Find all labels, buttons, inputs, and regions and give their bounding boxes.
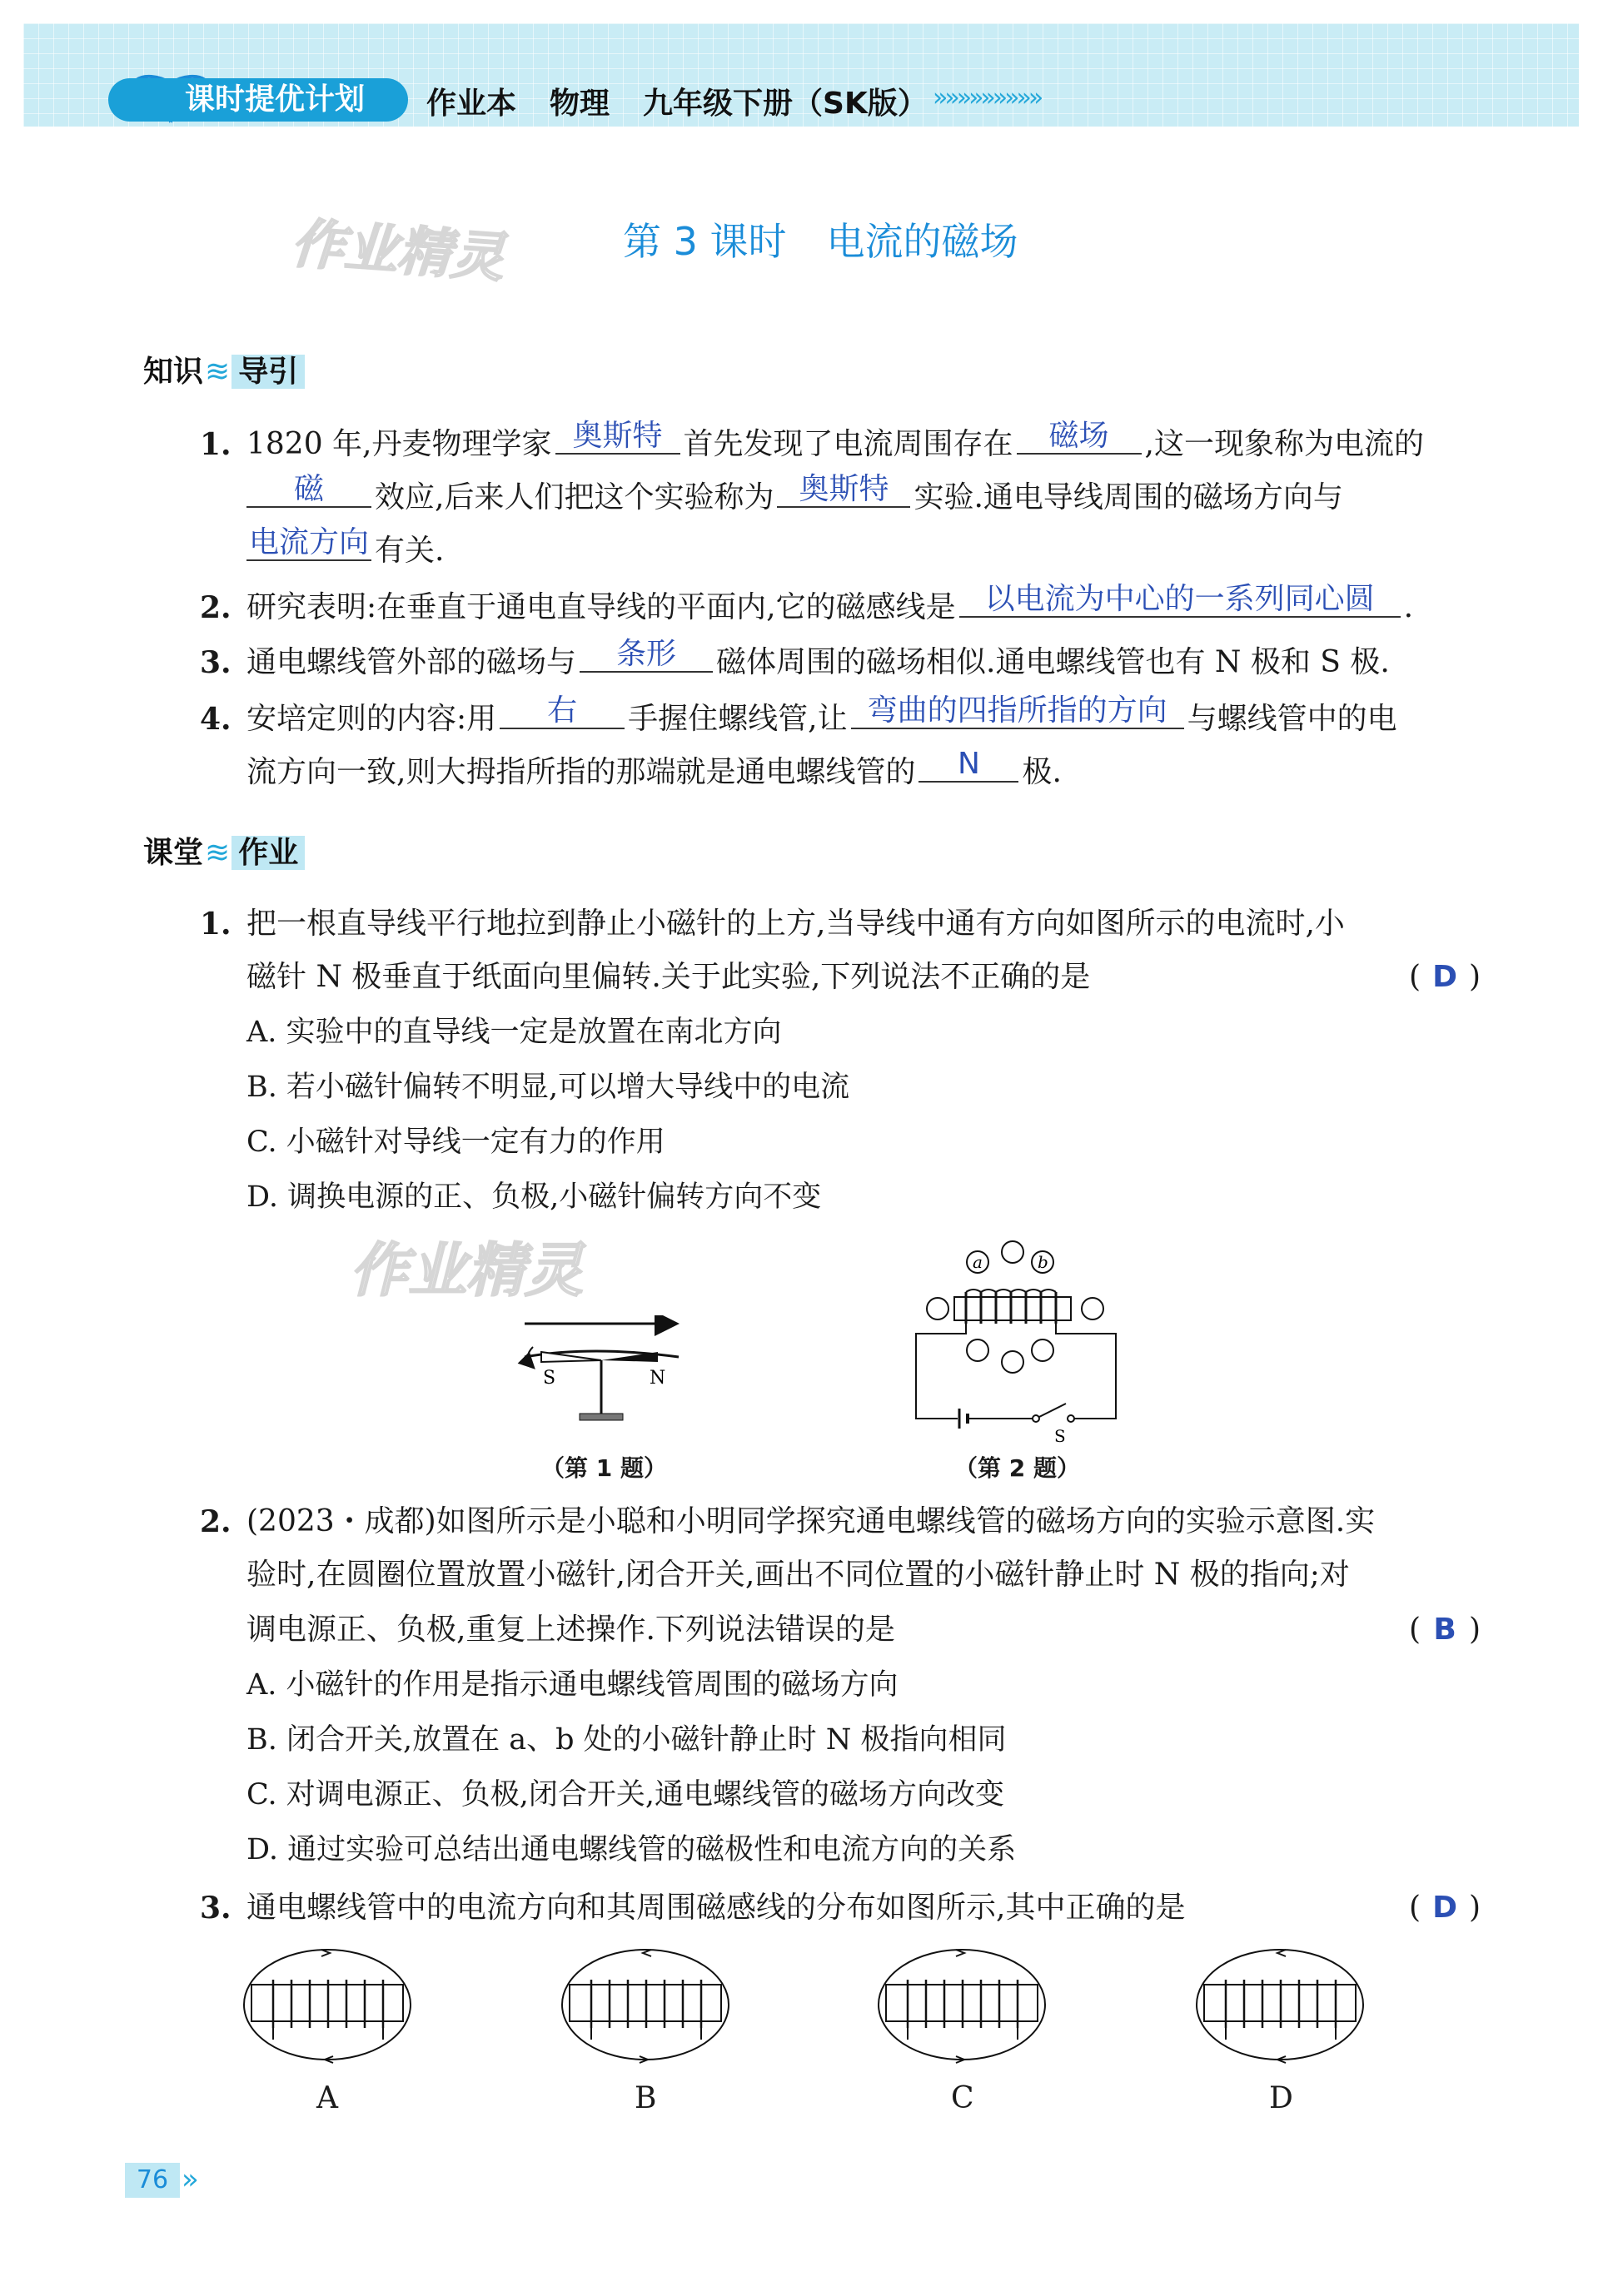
watermark: 作业精灵 (350, 1236, 583, 1305)
answer-blank: 右 (500, 694, 625, 729)
option-a: A. 实验中的直导线一定是放置在南北方向 (246, 1016, 782, 1049)
question-line: 磁 效应,后来人们把这个实验称为 奥斯特 实验.通电导线周围的磁场方向与 (246, 478, 1343, 518)
section-classwork: 课堂≋ 作业 (143, 829, 305, 872)
option-d: D. 通过实验可总结出通电螺线管的磁极性和电流方向的关系 (246, 1833, 1017, 1866)
question-line: 安培定则的内容:用 右 手握住螺线管,让 弯曲的四指所指的方向 与螺线管中的电 (246, 693, 1397, 736)
option-b: B. 若小磁针偏转不明显,可以增大导线中的电流 (246, 1071, 850, 1104)
question-number: 2. (200, 1504, 231, 1539)
figure-2-solenoid-circuit (908, 1237, 1133, 1445)
book-type: 作业本 (426, 87, 517, 121)
figure-3-label-b: B (635, 2081, 657, 2115)
option-c: C. 对调电源正、负极,闭合开关,通电螺线管的磁场方向改变 (246, 1778, 1005, 1811)
option-b: B. 闭合开关,放置在 a、b 处的小磁针静止时 N 极指向相同 (246, 1723, 1007, 1757)
page-number: 76 (125, 2163, 180, 2198)
answer-bracket: ( D ) (1409, 1888, 1481, 1928)
lesson-topic: 电流的磁场 (826, 219, 1018, 264)
figure-3-label-a: A (316, 2081, 338, 2115)
question-line: 电流方向 有关. (246, 531, 444, 571)
answer-blank: 磁 (246, 473, 371, 508)
question-line: 验时,在圆圈位置放置小磁针,闭合开关,画出不同位置的小磁针静止时 N 极的指向;对 (246, 1558, 1350, 1592)
option-a: A. 小磁针的作用是指示通电螺线管周围的磁场方向 (246, 1668, 899, 1702)
answer-blank: 弯曲的四指所指的方向 (851, 694, 1184, 729)
answer-blank: N (918, 748, 1018, 783)
brand-badge: 课时提优计划 (108, 78, 408, 122)
watermark: 作业精灵 (289, 213, 506, 290)
answer-blank: 以电流为中心的一系列同心圆 (959, 583, 1401, 618)
figure-1-compass (508, 1315, 691, 1440)
question-line: 研究表明:在垂直于通电直导线的平面内,它的磁感线是 以电流为中心的一系列同心圆 . (246, 582, 1414, 624)
subject: 物理 (550, 87, 610, 121)
answer-blank: 奥斯特 (555, 420, 680, 455)
question-number: 1. (200, 427, 231, 462)
question-line: 通电螺线管外部的磁场与 条形 磁体周围的磁场相似.通电螺线管也有 N 极和 S 极. (246, 637, 1390, 679)
question-line: 调电源正、负极,重复上述操作.下列说法错误的是 (246, 1613, 895, 1647)
answer-choice: B (1433, 1613, 1456, 1647)
answer-blank: 条形 (580, 638, 713, 673)
header-title (426, 80, 961, 122)
page-arrow-icon: » (182, 2163, 199, 2196)
answer-choice: D (1432, 960, 1457, 994)
question-number: 3. (200, 645, 231, 680)
figure-3-solenoid-d (1192, 1941, 1367, 2075)
figure-3-label-d: D (1269, 2081, 1293, 2115)
header-arrows-icon: »»»»»»»»» (933, 83, 1041, 112)
fig1-label-n: N (650, 1368, 666, 1389)
question-line: 流方向一致,则大拇指所指的那端就是通电螺线管的 N 极. (246, 747, 1062, 789)
question-number: 3. (200, 1891, 231, 1926)
question-line: 把一根直导线平行地拉到静止小磁针的上方,当导线中通有方向如图所示的电流时,小 (246, 907, 1345, 941)
question-number: 4. (200, 702, 231, 737)
fig2-label-a: a (973, 1252, 983, 1272)
figure-3-label-c: C (951, 2081, 974, 2115)
figure-3-solenoid-a (240, 1941, 415, 2075)
question-line: 磁针 N 极垂直于纸面向里偏转.关于此实验,下列说法不正确的是 (246, 960, 1091, 994)
fig1-label-s: S (543, 1368, 556, 1389)
question-number: 2. (200, 590, 231, 625)
answer-bracket: ( D ) (1409, 957, 1481, 997)
figure-1-caption: （第 1 题） (541, 1454, 667, 1482)
option-d: D. 调换电源的正、负极,小磁针偏转方向不变 (246, 1180, 822, 1214)
figure-3-solenoid-c (874, 1941, 1049, 2075)
grade: 九年级下册（SK版） (643, 87, 928, 121)
answer-choice: D (1432, 1891, 1457, 1925)
figure-2-caption: （第 2 题） (954, 1454, 1080, 1482)
fig2-label-b: b (1038, 1252, 1048, 1272)
answer-blank: 磁场 (1017, 420, 1142, 455)
figure-3-solenoid-b (558, 1941, 733, 2075)
fig2-label-s: S (1054, 1426, 1066, 1445)
answer-blank: 奥斯特 (777, 473, 910, 508)
question-line: 1820 年,丹麦物理学家 奥斯特 首先发现了电流周围存在 磁场 ,这一现象称为电流的 (246, 419, 1424, 461)
question-line: 通电螺线管中的电流方向和其周围磁感线的分布如图所示,其中正确的是 (246, 1891, 1186, 1925)
answer-bracket: ( B ) (1409, 1610, 1481, 1650)
question-line: (2023・成都)如图所示是小聪和小明同学探究通电螺线管的磁场方向的实验示意图.实 (246, 1504, 1376, 1538)
lesson-number: 第 3 课时 (623, 219, 787, 264)
page-title (623, 211, 1018, 266)
section-knowledge: 知识≋ 导引 (143, 348, 305, 390)
option-c: C. 小磁针对导线一定有力的作用 (246, 1126, 665, 1159)
answer-blank: 电流方向 (246, 526, 371, 561)
question-number: 1. (200, 907, 231, 942)
